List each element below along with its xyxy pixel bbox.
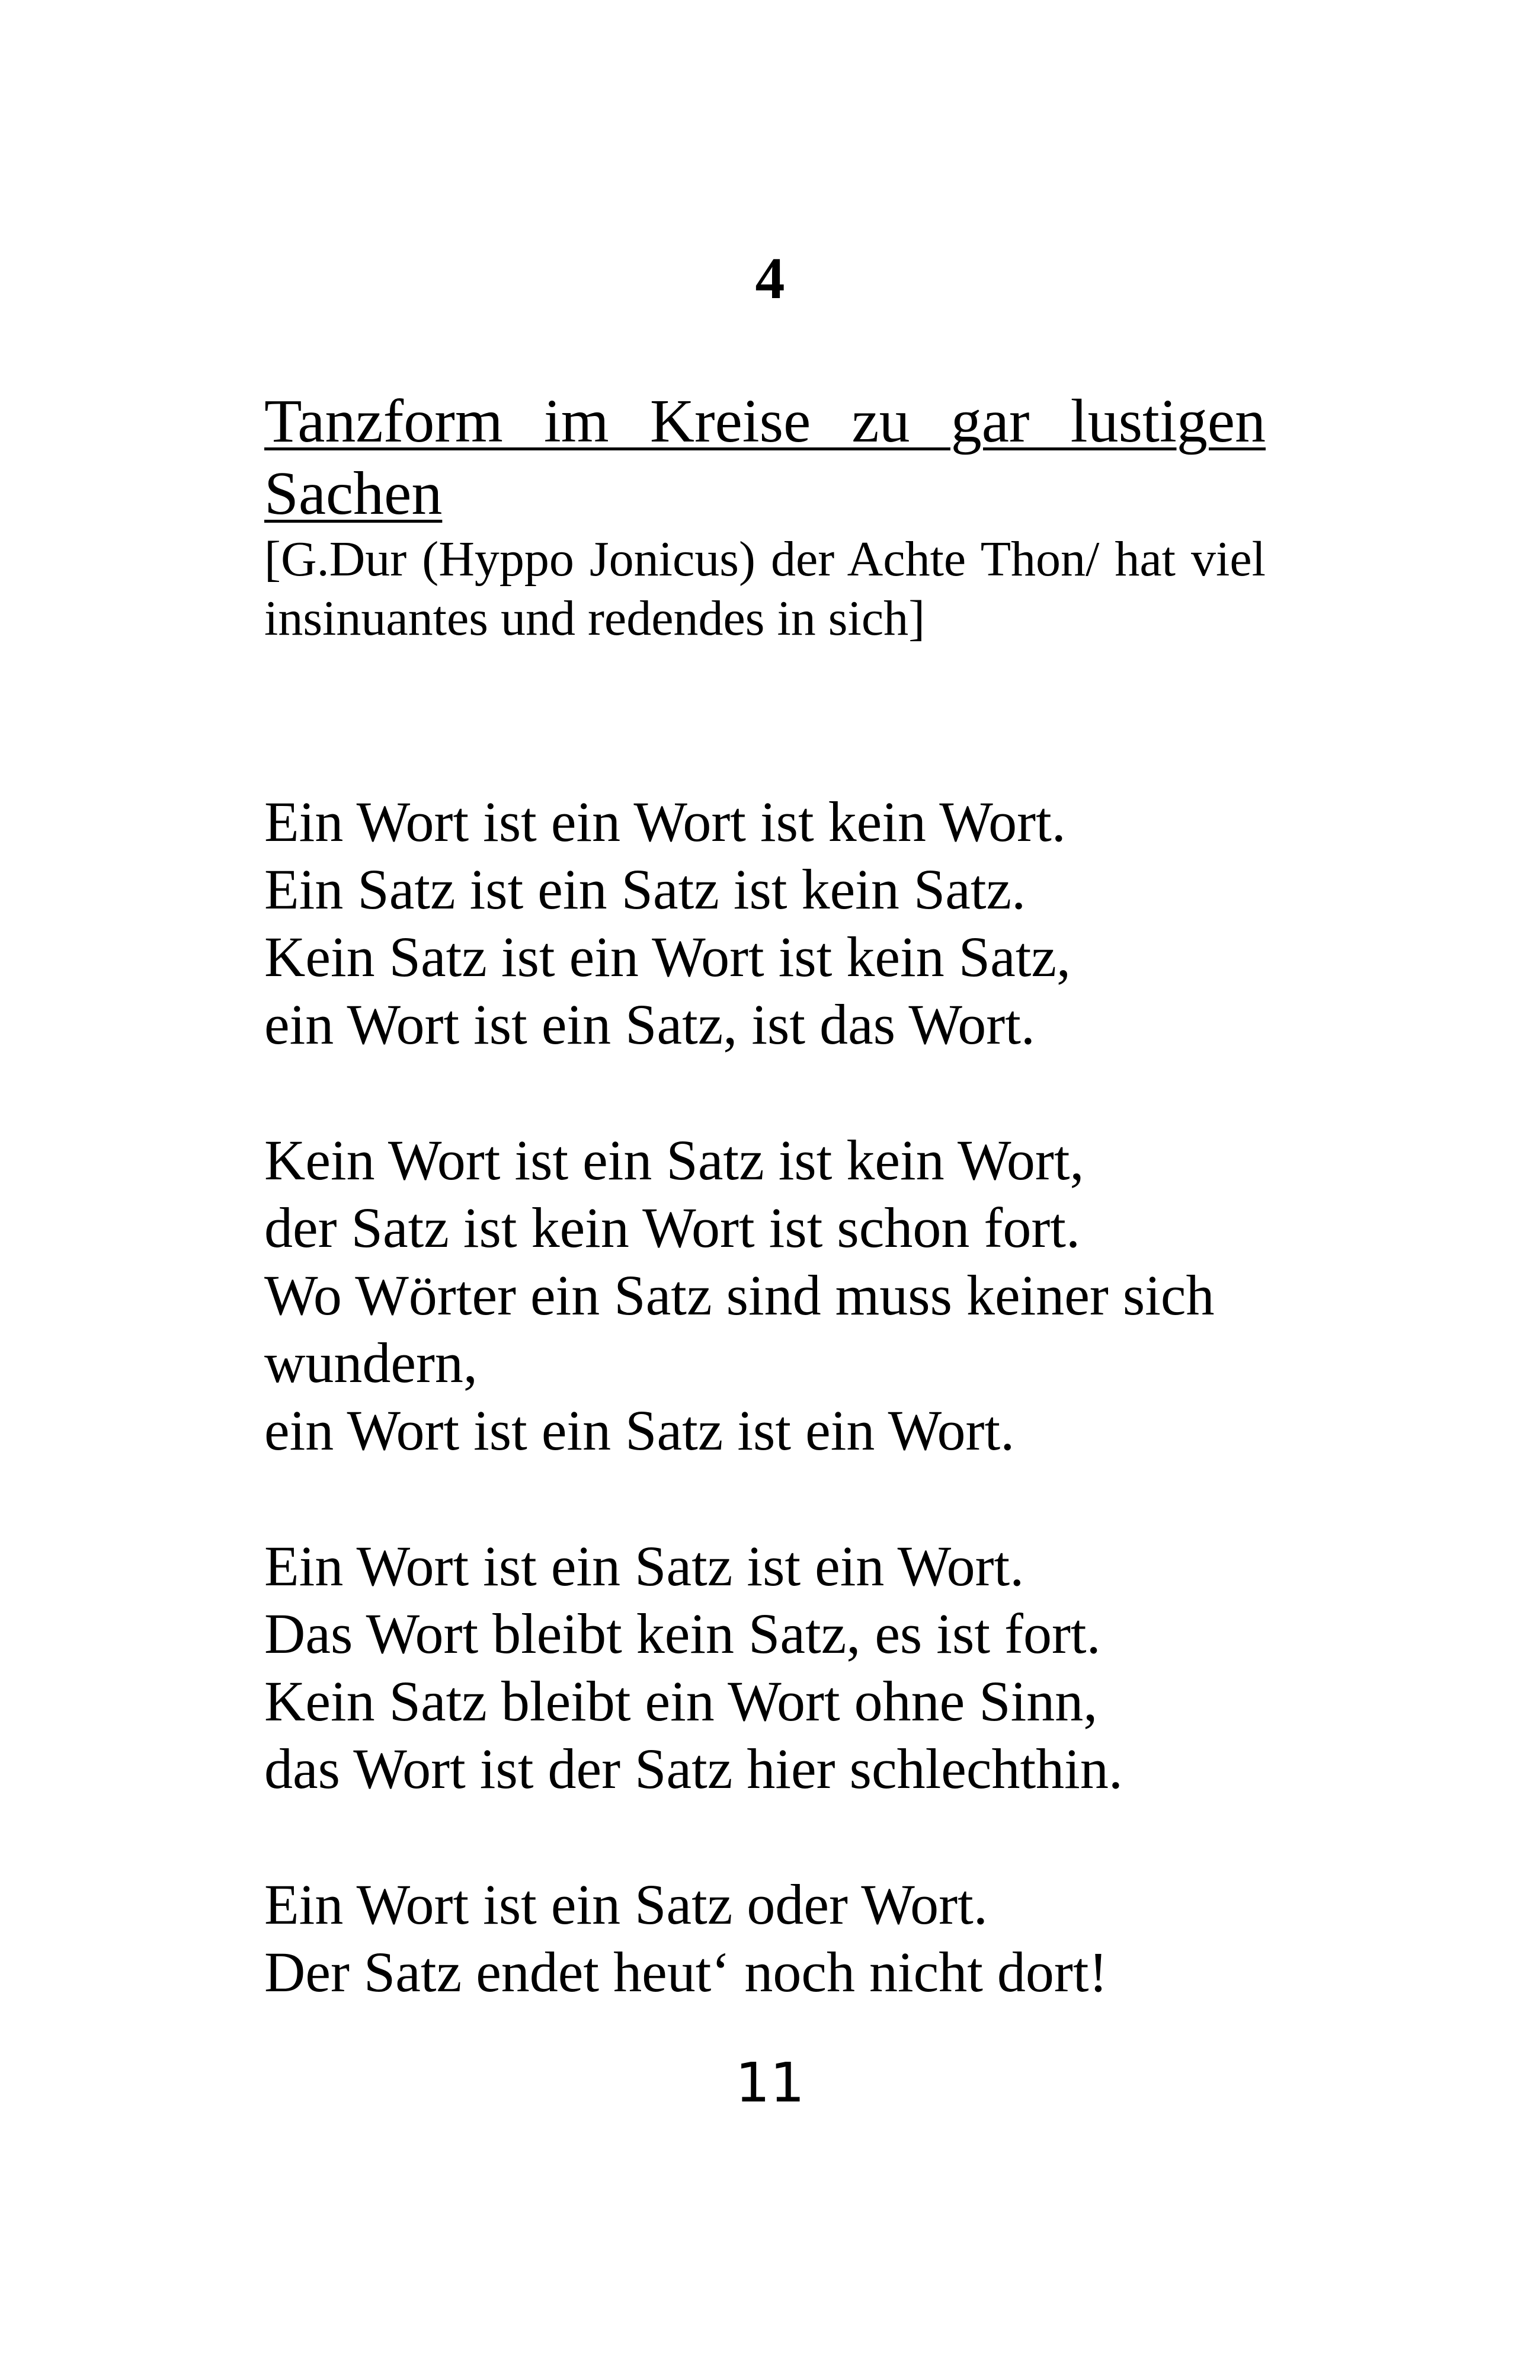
- poem-title: Tanzform im Kreise zu gar lustigen Sachen: [264, 387, 1266, 527]
- stanza: [264, 1533, 1266, 1803]
- poem-line: Wo Wörter ein Satz sind muss keiner sich: [264, 1263, 1215, 1327]
- poem-line: Kein Satz bleibt ein Wort ohne Sinn,: [264, 1669, 1098, 1733]
- poem-line: Der Satz endet heut‘ noch nicht dort!: [264, 1940, 1108, 2004]
- poem-line: Ein Wort ist ein Satz oder Wort.: [264, 1873, 988, 1936]
- poem-line: Ein Wort ist ein Wort ist kein Wort.: [264, 790, 1066, 853]
- poem-line: ein Wort ist ein Satz ist ein Wort.: [264, 1399, 1015, 1462]
- poem-line: Ein Wort ist ein Satz ist ein Wort.: [264, 1534, 1024, 1598]
- page-number: 11: [735, 2051, 805, 2115]
- poem-body: [264, 788, 1266, 2006]
- poem-line: das Wort ist der Satz hier schlechthin.: [264, 1737, 1123, 1800]
- poem-line: Das Wort bleibt kein Satz, es ist fort.: [264, 1602, 1101, 1665]
- page-content: [264, 385, 1266, 2074]
- poem-subtitle: [G.Dur (Hyppo Jonicus) der Achte Thon/ hat viel insinuantes und redendes in sich]: [264, 532, 1266, 646]
- poem-line: wundern,: [264, 1331, 478, 1394]
- poem-line: ein Wort ist ein Satz, ist das Wort.: [264, 993, 1035, 1056]
- poem-line: Kein Satz ist ein Wort ist kein Satz,: [264, 925, 1071, 989]
- stanza: [264, 1127, 1266, 1464]
- stanza: [264, 788, 1266, 1058]
- poem-line: der Satz ist kein Wort ist schon fort.: [264, 1196, 1080, 1259]
- poem-line: Ein Satz ist ein Satz ist kein Satz.: [264, 858, 1026, 921]
- poem-line: Kein Wort ist ein Satz ist kein Wort,: [264, 1128, 1084, 1192]
- stanza: [264, 1871, 1266, 2006]
- chapter-number: 4: [755, 245, 785, 311]
